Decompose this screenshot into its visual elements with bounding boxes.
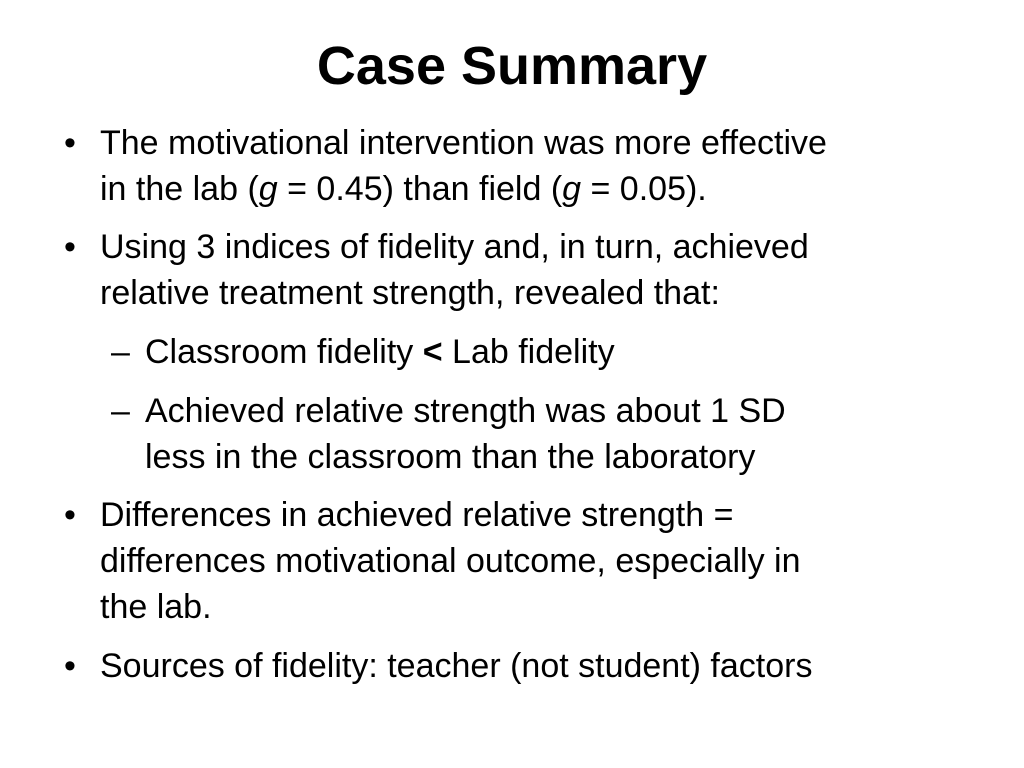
bullet-marker: •: [64, 124, 76, 162]
bullet-text-line: Using 3 indices of fidelity and, in turn, achieved: [100, 228, 809, 266]
hedges-g-symbol: g: [258, 170, 278, 208]
text-segment: Classroom fidelity: [145, 333, 423, 371]
bullet-text-line: Differences in achieved relative strength =: [100, 496, 734, 534]
sub-bullet-achieved-strength: [111, 388, 985, 480]
sub-bullet-text-line: less in the classroom than the laboratory: [145, 438, 756, 476]
text-segment: = 0.05).: [581, 170, 707, 208]
slide-title: Case Summary: [316, 36, 708, 96]
bullet-text-line: Sources of fidelity: teacher (not student) factors: [100, 647, 813, 685]
bullet-sources-fidelity: [64, 643, 980, 689]
text-segment: Lab fidelity: [442, 333, 615, 371]
bullet-text-line: relative treatment strength, revealed that:: [100, 274, 720, 312]
sub-bullet-marker: –: [111, 333, 130, 371]
bullet-marker: •: [64, 228, 76, 266]
bullet-text-line: [100, 166, 980, 212]
bullet-text-line: the lab.: [100, 588, 212, 626]
bullet-differences-strength: [64, 492, 980, 630]
bullet-text-line: differences motivational outcome, especially in: [100, 542, 801, 580]
text-segment: = 0.45) than field (: [277, 170, 563, 208]
bullet-intervention-effect: [64, 120, 980, 212]
hedges-g-symbol: g: [562, 170, 582, 208]
sub-bullet-marker: –: [111, 392, 130, 430]
bullet-marker: •: [64, 647, 76, 685]
less-than-symbol: <: [422, 333, 443, 371]
bullet-text-line: The motivational intervention was more effective: [100, 124, 827, 162]
text-segment: in the lab (: [100, 170, 259, 208]
bullet-fidelity-indices: [64, 224, 980, 316]
bullet-marker: •: [64, 496, 76, 534]
sub-bullet-text-line: Achieved relative strength was about 1 SD: [145, 392, 786, 430]
sub-bullet-classroom-fidelity: [111, 329, 985, 375]
sub-bullet-text-line: [145, 329, 985, 375]
